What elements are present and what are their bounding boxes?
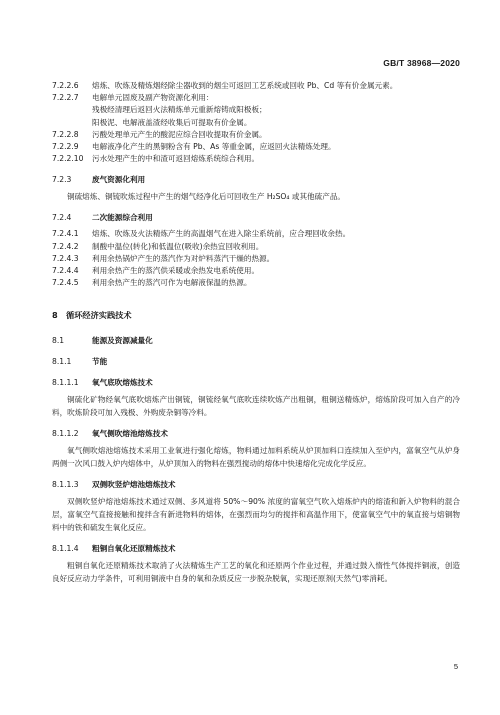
clause-number: 7.2.2.10 — [52, 154, 84, 164]
clause-number: 7.2.4.5 — [52, 278, 79, 288]
clause-7-2-2-10 — [52, 153, 460, 165]
section-title: 粗铜自氧化还原精炼技术 — [92, 544, 176, 554]
section-heading-8-1-1-2 — [52, 428, 460, 440]
clause-7-2-2-6 — [52, 80, 460, 92]
section-heading-7-2-3 — [52, 174, 460, 186]
paragraph: 氧气侧吹熔池熔炼技术采用工业氧进行强化熔炼，物料通过加料系统从炉顶加料口连续加入至炉内，富氧空气从炉身两侧一次风口鼓入炉内熔体中，从炉顶加入的物料在强烈搅动的熔体中快速熔化完成化学反应。 — [52, 446, 460, 469]
clause-text: 熔炼、吹炼及火法精炼产生的高温烟气在进入除尘系统前，应合理回收余热。 — [92, 229, 351, 239]
section-title: 能源及资源减量化 — [92, 336, 153, 346]
section-number: 8.1 — [52, 336, 65, 346]
section-number: 8.1.1.2 — [52, 429, 79, 439]
section-number: 7.2.3 — [52, 175, 72, 185]
clause-text: 电解单元固废及副产物资源化利用： — [92, 93, 214, 103]
section-title: 循环经济实践技术 — [66, 310, 132, 321]
paragraph: 铜硫化矿物经氧气底吹熔炼产出铜锍，铜锍经氧气底吹连续吹炼产出粗铜，粗铜送精炼炉，熔炼阶段可加入自产的冷料，吹炼阶段可加入残极、外购废杂铜等冷料。 — [52, 395, 460, 418]
paragraph: 双侧吹竖炉熔池熔炼技术通过双侧、多风道将 50%～90% 浓度的富氧空气吹入熔炼炉内的熔渣和新入炉物料的混合层，富氧空气直接接触和搅拌含有新进物料的熔体，在强烈而均匀的搅拌和高温作用下，使富氧空气中的氧直接与熔铜物料中的铁和硫发生氧化反应。 — [52, 497, 460, 533]
clause-sub-item: 残极经清理后返回火法精炼单元重新熔铸成阳极板； — [92, 105, 267, 115]
section-title: 废气资源化利用 — [92, 175, 146, 185]
section-title: 双侧吹竖炉熔池熔炼技术 — [92, 480, 176, 490]
clause-number: 7.2.4.1 — [52, 229, 79, 239]
clause-text: 污水处理产生的中和渣可返回熔炼系统综合利用。 — [92, 154, 260, 164]
section-heading-8-1-1-3 — [52, 479, 460, 491]
clause-number: 7.2.2.7 — [52, 93, 79, 103]
document-body — [52, 80, 460, 585]
section-number: 7.2.4 — [52, 213, 72, 223]
clause-sub-item: 阳极泥、电解液盖渣经收集后可提取有价金属。 — [92, 117, 252, 127]
section-number: 8 — [52, 310, 58, 321]
clause-text: 污酸处理单元产生的酸泥应综合回收提取有价金属。 — [92, 129, 267, 139]
clause-7-2-4-4 — [52, 265, 460, 277]
section-number: 8.1.1.3 — [52, 480, 79, 490]
clause-7-2-4-2 — [52, 241, 460, 253]
section-title: 节能 — [92, 357, 108, 367]
clause-7-2-2-8 — [52, 129, 460, 141]
section-heading-8 — [52, 309, 460, 321]
clause-7-2-4-5 — [52, 277, 460, 289]
clause-text: 利用余热产生的蒸汽可作为电解液保温的热源。 — [92, 278, 252, 288]
section-heading-8-1-1 — [52, 356, 460, 368]
section-title: 二次能源综合利用 — [92, 213, 153, 223]
clause-text: 熔炼、吹炼及精炼烟经除尘器收到的烟尘可返回工艺系统或回收 Pb、Cd 等有价金属元素。 — [92, 81, 398, 90]
clause-number: 7.2.4.4 — [52, 266, 79, 276]
clause-number: 7.2.2.9 — [52, 142, 79, 152]
section-number: 8.1.1.1 — [52, 378, 79, 388]
section-heading-8-1-1-4 — [52, 543, 460, 555]
section-heading-8-1-1-1 — [52, 377, 460, 389]
clause-7-2-2-9 — [52, 141, 460, 153]
clause-text: 利用余热锅炉产生的蒸汽作为对炉料蒸汽干燥的热源。 — [92, 253, 275, 263]
clause-7-2-2-7 — [52, 92, 460, 104]
clause-7-2-4-1 — [52, 228, 460, 240]
clause-number: 7.2.2.8 — [52, 129, 79, 139]
clause-text: 制酸中温位(转化)和低温位(吸收)余热宜回收利用。 — [92, 241, 264, 251]
paragraph: 铜硫熔炼、铜锍吹炼过程中产生的烟气经净化后可回收生产 H₂SO₄ 或其他硫产品。 — [67, 192, 346, 202]
page-number: 5 — [453, 662, 458, 671]
section-number: 8.1.1 — [52, 357, 72, 367]
section-title: 氧气底吹熔炼技术 — [92, 378, 153, 388]
section-heading-7-2-4 — [52, 212, 460, 224]
clause-number: 7.2.2.6 — [52, 81, 79, 90]
clause-text: 利用余热产生的蒸汽供采暖或余热发电系统使用。 — [92, 266, 260, 276]
standard-number: GB/T 38968—2020 — [383, 58, 460, 68]
section-title: 氧气侧吹熔池熔炼技术 — [92, 429, 168, 439]
paragraph: 粗铜自氧化还原精炼技术取消了火法精炼生产工艺的氧化和还原两个作业过程，并通过鼓入惰性气体搅拌铜液，创造良好反应动力学条件，可利用铜液中自身的氧和杂质反应一步脱杂脱氧，实现还原剂(天然气)零消耗。 — [52, 561, 460, 584]
clause-7-2-4-3 — [52, 253, 460, 265]
clause-number: 7.2.4.3 — [52, 253, 79, 263]
clause-text: 电解液净化产生的黑铜粉含有 Pb、As 等重金属，应返回火法精炼处理。 — [92, 142, 336, 152]
clause-number: 7.2.4.2 — [52, 241, 79, 251]
section-heading-8-1 — [52, 335, 460, 347]
section-number: 8.1.1.4 — [52, 544, 79, 554]
